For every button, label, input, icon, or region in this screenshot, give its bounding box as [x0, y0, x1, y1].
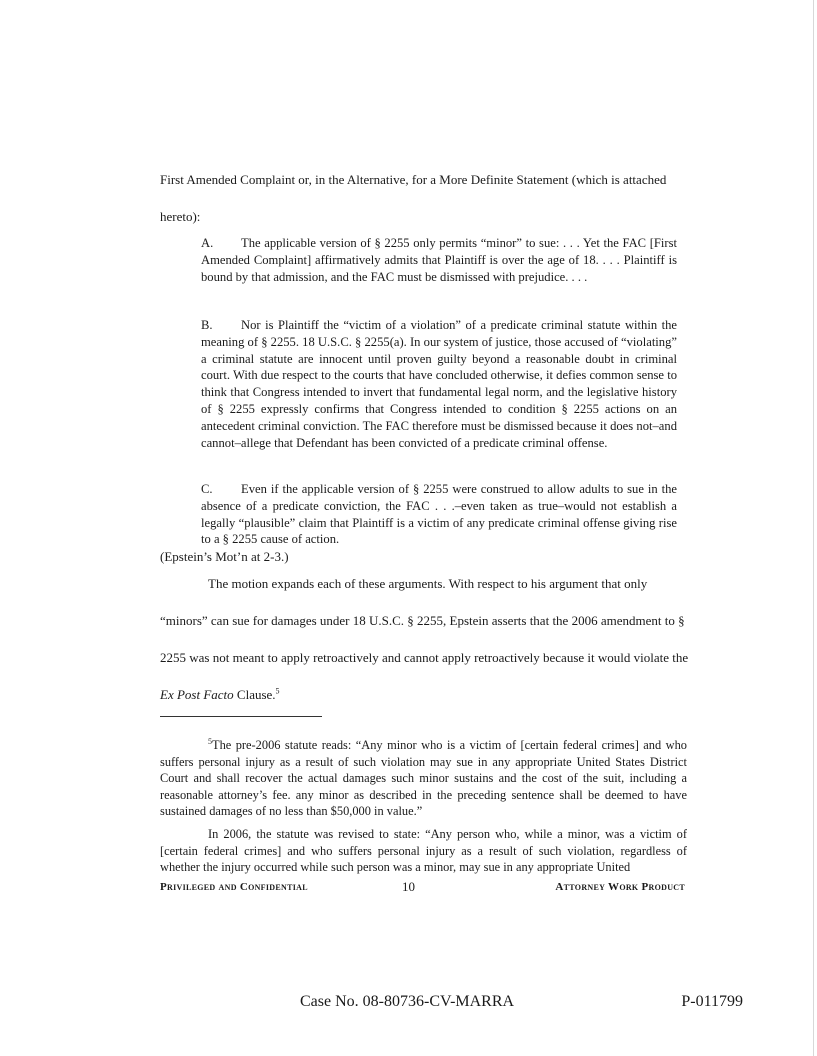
footnote-marker: 5 — [275, 686, 280, 696]
intro-paragraph — [160, 161, 692, 235]
quote-text: Nor is Plaintiff the “victim of a violation” of a predicate criminal statute within the meaning of § 2255. 18 U.S.C. § 2255(a). In our system of justice, those accused of “violating” a criminal statute are innocent until proven guilty beyond a reasonable doubt in criminal court. With due respect to the courts that have concluded otherwise, it defies common sense to think that Congress intended to invert that fundamental legal norm, and the legislative history of § 2255 expressly confirms that Congress intended to condition § 2255 actions on an antecedent criminal conviction. The FAC therefore must be dismissed because it does not–and cannot–allege that Defendant has been convicted of a predicate criminal offense. — [201, 318, 677, 450]
quote-text: Even if the applicable version of § 2255 were construed to allow adults to sue in the absence of a predicate conviction, the FAC . . .–even taken as true–would not establish a legally “plausible” claim that Plaintiff is a victim of any predicate criminal offense giving rise to a § 2255 cause of action. — [201, 482, 677, 547]
footnote-divider — [160, 716, 322, 717]
footnote-5-continued: In 2006, the statute was revised to state: “Any person who, while a minor, was a victim of [certain federal crimes] and who suffers personal injury as a result of such violation, regardless of whether the injury occurred while such person was a minor, may sue in any appropriate United — [160, 827, 687, 875]
quote-text: The applicable version of § 2255 only permits “minor” to sue: . . . Yet the FAC [First Amended Complaint] affirmatively admits that Plaintiff is over the age of 18. . . . Plaintiff is bound by that admission, and the FAC must be dismissed with prejudice. . . . — [201, 236, 677, 284]
block-quote-b — [201, 317, 677, 451]
motion-tail: Clause. — [233, 687, 276, 702]
intro-line-2: hereto): — [160, 209, 201, 224]
case-number-stamp: Case No. 08-80736-CV-MARRA — [300, 993, 515, 1010]
footer-privileged: Privileged and Confidential — [160, 881, 308, 893]
motion-paragraph — [160, 565, 692, 713]
footnote-5 — [160, 737, 687, 820]
quote-label: C. — [201, 482, 213, 496]
bates-number: P-011799 — [681, 993, 743, 1010]
block-quote-a — [201, 235, 677, 285]
footnote-number: 5 — [208, 736, 212, 746]
footnote-text: The pre-2006 statute reads: “Any minor who is a victim of [certain federal crimes] and who suffers personal injury as a result of such violation may sue in any appropriate United States District Court and shall recover the actual damages such minor sustains and the cost of the suit, including a reasonable attorney’s fee. any minor as described in the preceding sentence shall be deemed to have sustained damages of no less than $50,000 in value.” — [160, 738, 687, 819]
intro-line-1: First Amended Complaint or, in the Alternative, for a More Definite Statement (which is attached — [160, 172, 667, 187]
block-quote-c — [201, 481, 677, 548]
page-number: 10 — [402, 879, 415, 894]
motion-italic: Ex Post Facto — [160, 687, 234, 702]
citation: (Epstein’s Mot’n at 2-3.) — [160, 549, 289, 564]
motion-text: The motion expands each of these arguments. With respect to his argument that only “minors” can sue for damages under 18 U.S.C. § 2255, Epstein asserts that the 2006 amendment to § 2255 was not meant to apply retroactively and cannot apply retroactively because it would violate the — [160, 576, 689, 665]
footer-work-product: Attorney Work Product — [555, 881, 685, 893]
page-edge-line — [813, 0, 814, 1056]
quote-label: B. — [201, 318, 213, 332]
quote-label: A. — [201, 236, 214, 250]
